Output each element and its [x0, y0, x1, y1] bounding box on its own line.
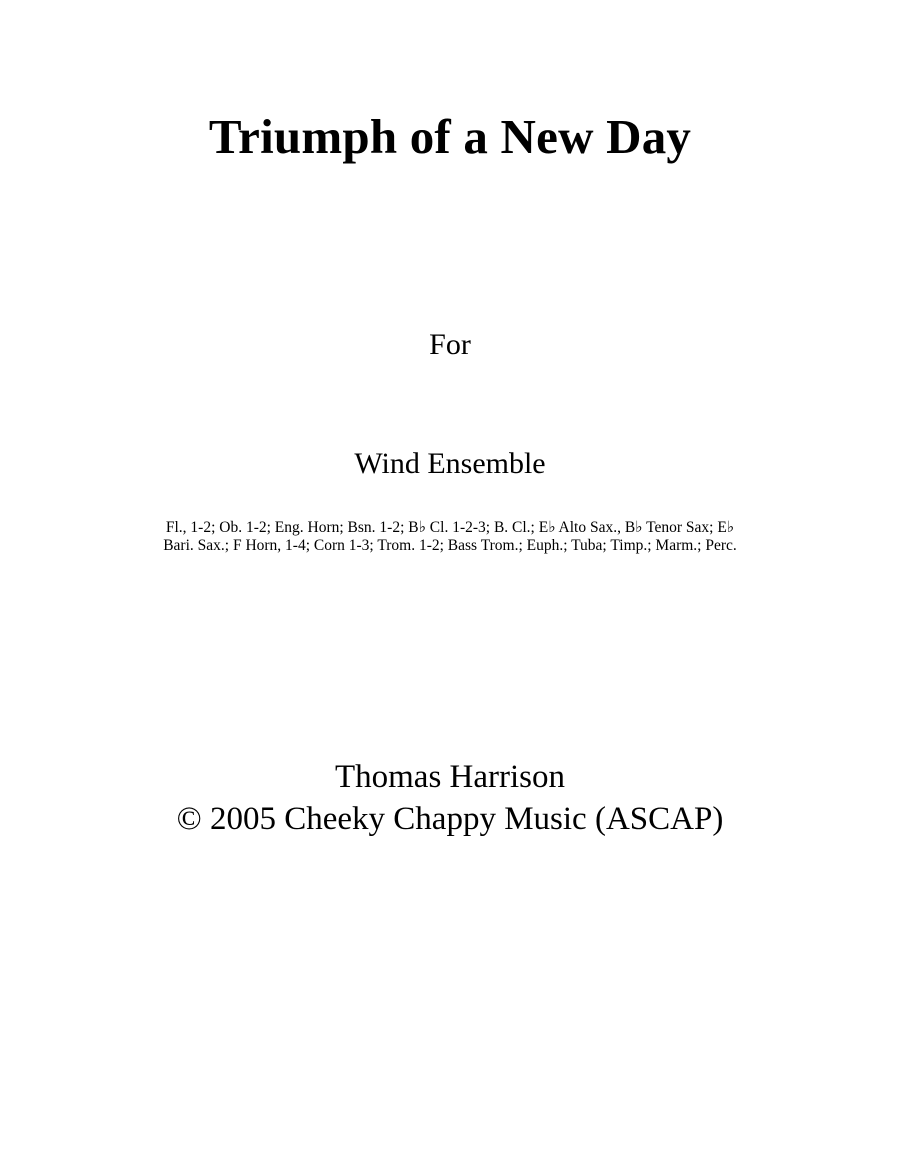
ensemble-name: Wind Ensemble	[354, 447, 546, 480]
instrumentation-line-2: Bari. Sax.; F Horn, 1-4; Corn 1-3; Trom. 1-2; Bass Trom.; Euph.; Tuba; Timp.; Marm.; Perc.	[163, 537, 737, 554]
instrumentation-list	[120, 519, 780, 555]
score-title: Triumph of a New Day	[208, 109, 692, 164]
for-label: For	[429, 328, 471, 361]
instrumentation-line-1: Fl., 1-2; Ob. 1-2; Eng. Horn; Bsn. 1-2; B♭ Cl. 1-2-3; B. Cl.; E♭ Alto Sax., B♭ Tenor Sax; E♭	[165, 519, 735, 536]
copyright-notice: © 2005 Cheeky Chappy Music (ASCAP)	[176, 801, 724, 837]
composer-name: Thomas Harrison	[334, 759, 566, 795]
